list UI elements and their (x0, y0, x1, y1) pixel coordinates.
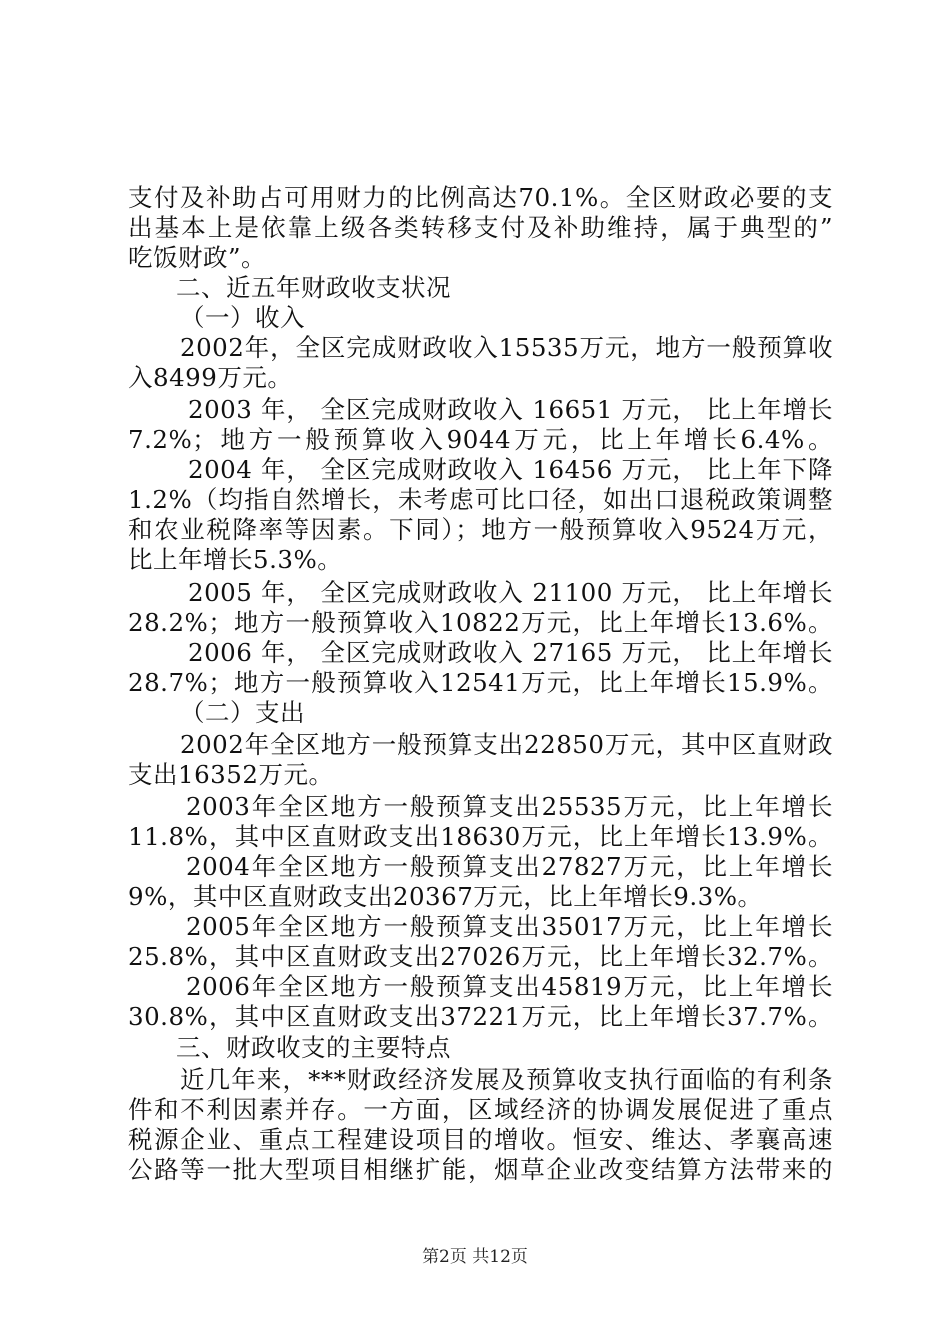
text-line: 吃饭财政”。 (128, 243, 267, 272)
paragraph-line: 2002年，全区完成财政收入15535万元，地方一般预算收 (180, 333, 833, 362)
text-line: 出基本上是依靠上级各类转移支付及补助维持，属于典型的” (128, 213, 833, 242)
paragraph-line: 30.8%，其中区直财政支出37221万元，比上年增长37.7%。 (128, 1002, 833, 1031)
paragraph-line: 28.2%；地方一般预算收入10822万元，比上年增长13.6%。 (128, 608, 833, 637)
paragraph-line: 2006 年， 全区完成财政收入 27165 万元， 比上年增长 (188, 638, 833, 667)
paragraph-line: 1.2%（均指自然增长，未考虑可比口径，如出口退税政策调整 (128, 485, 833, 514)
text-line: 支付及补助占可用财力的比例高达70.1%。全区财政必要的支 (128, 183, 833, 212)
section-heading: 二、近五年财政收支状况 (176, 273, 451, 302)
paragraph-line: 2002年全区地方一般预算支出22850万元，其中区直财政 (180, 730, 833, 759)
paragraph-line: 28.7%；地方一般预算收入12541万元，比上年增长15.9%。 (128, 668, 833, 697)
paragraph-line: 2004年全区地方一般预算支出27827万元，比上年增长 (186, 852, 833, 881)
paragraph-line: 2006年全区地方一般预算支出45819万元，比上年增长 (186, 972, 833, 1001)
paragraph-line: 2003年全区地方一般预算支出25535万元，比上年增长 (186, 792, 833, 821)
paragraph-line: 支出16352万元。 (128, 760, 334, 789)
page-number-footer: 第2页 共12页 (422, 1247, 528, 1267)
paragraph-line: 公路等一批大型项目相继扩能，烟草企业改变结算方法带来的 (128, 1155, 833, 1184)
paragraph-line: 11.8%，其中区直财政支出18630万元，比上年增长13.9%。 (128, 822, 833, 851)
paragraph-line: 9%，其中区直财政支出20367万元，比上年增长9.3%。 (128, 882, 763, 911)
paragraph-line: 2005 年， 全区完成财政收入 21100 万元， 比上年增长 (188, 578, 833, 607)
subsection-heading: （一）收入 (180, 303, 305, 332)
paragraph-line: 7.2%；地方一般预算收入9044万元，比上年增长6.4%。 (128, 425, 833, 454)
paragraph-line: 比上年增长5.3%。 (128, 545, 343, 574)
paragraph-line: 税源企业、重点工程建设项目的增收。恒安、维达、孝襄高速 (128, 1125, 833, 1154)
section-heading: 三、财政收支的主要特点 (176, 1033, 451, 1062)
subsection-heading: （二）支出 (180, 698, 305, 727)
paragraph-line: 件和不利因素并存。一方面，区域经济的协调发展促进了重点 (128, 1095, 833, 1124)
paragraph-line: 25.8%，其中区直财政支出27026万元，比上年增长32.7%。 (128, 942, 833, 971)
paragraph-line: 2004 年， 全区完成财政收入 16456 万元， 比上年下降 (188, 455, 833, 484)
paragraph-line: 2005年全区地方一般预算支出35017万元，比上年增长 (186, 912, 833, 941)
paragraph-line: 入8499万元。 (128, 363, 293, 392)
paragraph-line: 近几年来，***财政经济发展及预算收支执行面临的有利条 (180, 1065, 833, 1094)
paragraph-line: 和农业税降率等因素。下同）；地方一般预算收入9524万元， (128, 515, 833, 544)
paragraph-line: 2003 年， 全区完成财政收入 16651 万元， 比上年增长 (188, 395, 833, 424)
